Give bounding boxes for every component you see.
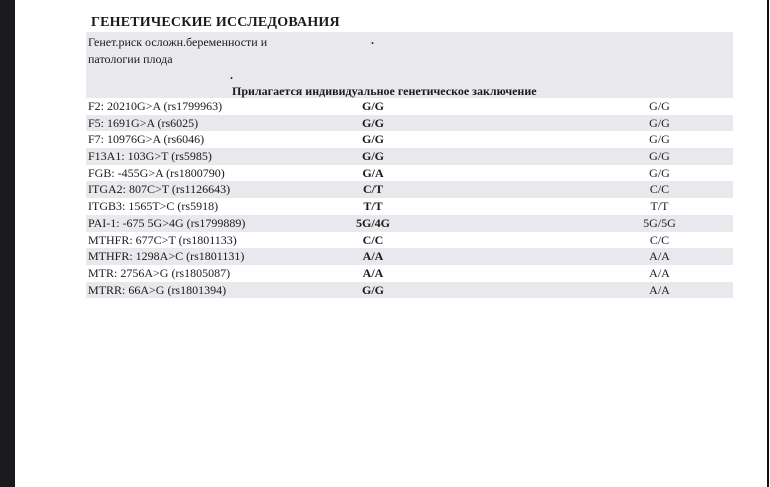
marker-cell: F5: 1691G>A (rs6025) (88, 115, 199, 130)
result-cell: G/G (361, 99, 384, 113)
result-cell: G/G (361, 282, 384, 297)
result-cell: T/T (363, 199, 383, 214)
reference-cell: T/T (650, 199, 669, 214)
table-row (86, 232, 733, 249)
marker-cell: F13A1: 103G>T (rs5985) (88, 149, 212, 164)
marker-cell: MTR: 2756A>G (rs1805087) (88, 265, 231, 280)
result-cell: G/G (361, 132, 384, 147)
table-row (86, 131, 733, 148)
test-name-line-2: патологии плода (88, 52, 173, 66)
reference-cell: 5G/5G (643, 215, 676, 230)
right-page-border (767, 0, 769, 487)
conclusion-note: Прилагается индивидуальное генетическое заключение (232, 84, 537, 98)
result-cell: A/A (362, 249, 384, 264)
reference-cell: G/G (649, 115, 670, 130)
result-cell: 5G/4G (355, 215, 390, 230)
marker-cell: MTHFR: 1298A>C (rs1801131) (88, 249, 245, 264)
left-dark-edge (0, 0, 15, 487)
reference-cell: G/G (649, 99, 670, 113)
marker-cell: ITGA2: 807C>T (rs1126643) (88, 182, 231, 197)
reference-cell: A/A (649, 282, 670, 297)
table-row (86, 215, 733, 232)
table-row (86, 265, 733, 282)
marker-cell: ITGB3: 1565T>C (rs5918) (88, 199, 219, 214)
test-name-line-1: Генет.риск осложн.беременности и (88, 35, 268, 49)
marker-cell: F2: 20210G>A (rs1799963) (88, 99, 223, 113)
marker-cell: MTRR: 66A>G (rs1801394) (88, 282, 227, 297)
header-dot-2: . (230, 68, 233, 82)
reference-cell: A/A (649, 249, 670, 264)
table-row (86, 198, 733, 215)
reference-cell: G/G (649, 165, 670, 180)
marker-cell: FGB: -455G>A (rs1800790) (88, 165, 225, 180)
table-row (86, 148, 733, 165)
reference-cell: C/C (649, 232, 670, 247)
marker-cell: F7: 10976G>A (rs6046) (88, 132, 205, 147)
reference-cell: G/G (649, 132, 670, 147)
result-cell: C/C (362, 232, 384, 247)
header-dot-1: . (371, 33, 374, 47)
result-cell: C/T (362, 182, 383, 197)
result-cell: A/A (362, 265, 384, 280)
reference-cell: A/A (649, 265, 670, 280)
reference-cell: G/G (649, 149, 670, 164)
marker-cell: MTHFR: 677C>T (rs1801133) (88, 232, 237, 247)
section-title: ГЕНЕТИЧЕСКИЕ ИССЛЕДОВАНИЯ (91, 15, 340, 30)
result-cell: G/G (361, 149, 384, 164)
results-table (86, 98, 733, 298)
table-row (86, 282, 733, 299)
table-row (86, 181, 733, 198)
reference-cell: C/C (649, 182, 670, 197)
result-cell: G/A (362, 165, 384, 180)
table-row (86, 248, 733, 265)
table-row (86, 115, 733, 132)
marker-cell: PAI-1: -675 5G>4G (rs1799889) (88, 215, 246, 230)
table-row (86, 98, 733, 115)
result-cell: G/G (361, 115, 384, 130)
table-row (86, 165, 733, 182)
